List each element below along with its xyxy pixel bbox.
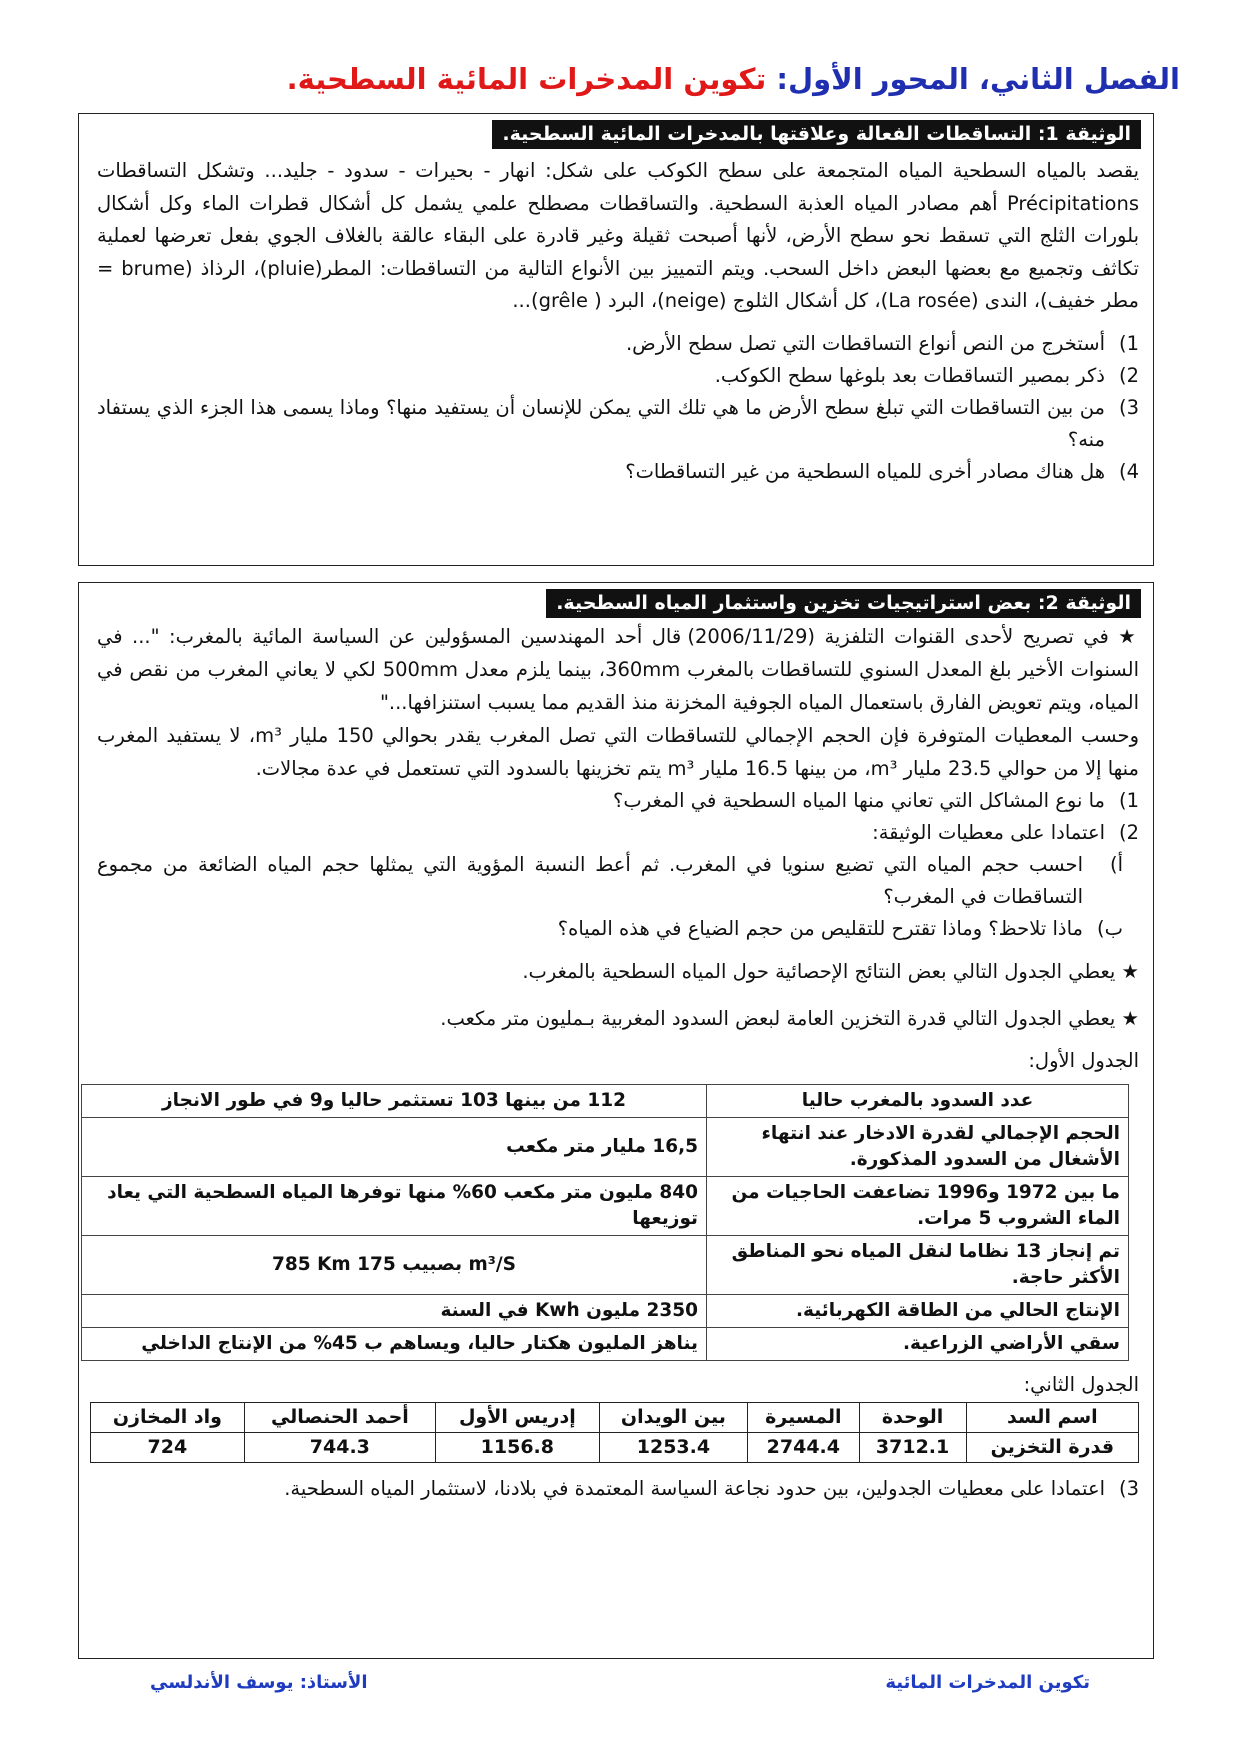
- table-row: [82, 1177, 1129, 1236]
- question-item: 1) ما نوع المشاكل التي تعاني منها المياه السطحية في المغرب؟: [613, 789, 1139, 812]
- table-header-cell: المسيرة: [748, 1403, 859, 1433]
- table-row: [91, 1403, 1139, 1433]
- footer-teacher: الأستاذ: يوسف الأندلسي: [150, 1672, 368, 1693]
- table-row: [82, 1236, 1129, 1295]
- table-cell: 744.3: [244, 1433, 435, 1463]
- document-2-quote: ★ في تصريح لأحدى القنوات التلفزية (2006/11/29) قال أحد المهندسين المسؤولين عن السياسة المائية بالمغرب: "... في السنوات الأخير بلغ المعدل السنوي للتساقطات بالمغرب 360mm، بينما يلزم معدل 500mm لكي لا يعاني المغرب من نقص في المياه، ويتم تعويض الفارق باستعمال المياه الجوفية المخزنة منذ القديم مما يسبب استنزافها...": [97, 625, 1139, 714]
- table-cell: قدرة التخزين: [966, 1433, 1138, 1463]
- table-header-cell: اسم السد: [966, 1403, 1138, 1433]
- document-1: [78, 113, 1154, 566]
- table-cell: سقي الأراضي الزراعية.: [707, 1328, 1129, 1361]
- table-cell: 16,5 مليار متر مكعب: [82, 1118, 707, 1177]
- table-cell: 840 مليون متر مكعب 60% منها توفرها المياه السطحية التي يعاد توزيعها: [82, 1177, 707, 1236]
- table-1-note: ★ يعطي الجدول التالي بعض النتائج الإحصائية حول المياه السطحية بالمغرب.: [522, 960, 1139, 983]
- footer-lesson: تكوين المدخرات المائية: [885, 1672, 1090, 1693]
- table-row: [82, 1118, 1129, 1177]
- question-item: 3) من بين التساقطات التي تبلغ سطح الأرض ما هي تلك التي يمكن للإنسان أن يستفيد منها؟ وماذا يسمى هذا الجزء الذي يستفاد منه؟: [97, 395, 1139, 451]
- question-item: 4) هل هناك مصادر أخرى للمياه السطحية من غير التساقطات؟: [625, 459, 1139, 483]
- question-item: 2) اعتمادا على معطيات الوثيقة:: [872, 821, 1139, 844]
- table-row: [91, 1433, 1139, 1463]
- table-cell: 724: [91, 1433, 245, 1463]
- table-cell: الإنتاج الحالي من الطاقة الكهربائية.: [707, 1295, 1129, 1328]
- dams-capacity-table: [90, 1402, 1139, 1463]
- table-cell: 785 Km بصبيب 175 m³/S: [82, 1236, 707, 1295]
- table-header-cell: بين الويدان: [599, 1403, 747, 1433]
- sub-question-item: أ) احسب حجم المياه التي تضيع سنويا في المغرب. ثم أعط النسبة المؤوية التي يمثلها حجم المياه الضائعة من مجموع التساقطات في المغرب؟: [97, 853, 1123, 908]
- table-header-cell: واد المخازن: [91, 1403, 245, 1433]
- document-1-heading: الوثيقة 1: التساقطات الفعالة وعلاقتها بالمدخرات المائية السطحية.: [492, 120, 1141, 149]
- table-header-cell: الوحدة: [859, 1403, 966, 1433]
- table-cell: 3712.1: [859, 1433, 966, 1463]
- statistics-table: [81, 1084, 1129, 1361]
- table-cell: 1253.4: [599, 1433, 747, 1463]
- table-row: [82, 1085, 1129, 1118]
- table-2-note: ★ يعطي الجدول التالي قدرة التخزين العامة لبعض السدود المغربية بـمليون متر مكعب.: [440, 1007, 1139, 1030]
- question-item: 2) ذكر بمصير التساقطات بعد بلوغها سطح الكوكب.: [714, 363, 1139, 387]
- document-2-heading: الوثيقة 2: بعض استراتيجيات تخزين واستثمار المياه السطحية.: [546, 589, 1141, 618]
- table-cell: تم إنجاز 13 نظاما لنقل المياه نحو المناطق الأكثر حاجة.: [707, 1236, 1129, 1295]
- page-title: [287, 62, 1180, 96]
- table-row: [82, 1328, 1129, 1361]
- table-cell: 2350 مليون Kwh في السنة: [82, 1295, 707, 1328]
- document-2-data-text: وحسب المعطيات المتوفرة فإن الحجم الإجمالي للتساقطات التي تصل المغرب يقدر بحوالي 150 مليار m³، لا يستفيد المغرب منها إلا من حوالي 23.5 مليار m³، من بينها 16.5 مليار m³ يتم تخزينها بالسدود التي تستعمل في عدة مجالات.: [97, 724, 1139, 780]
- sub-question-item: ب) ماذا تلاحظ؟ وماذا تقترح للتقليص من حجم الضياع في هذه المياه؟: [557, 917, 1123, 940]
- document-1-text: يقصد بالمياه السطحية المياه المتجمعة على سطح الكوكب على شكل: انهار - بحيرات - سدود - جليد... وتشكل التساقطات Précipitations أهم مصادر المياه العذبة السطحية. والتساقطات مصطلح علمي يشمل كل أشكال قطرات الماء وكل أشكال بلورات الثلج التي تسقط نحو سطح الأرض، لأنها أصبحت ثقيلة وغير قادرة على البقاء عالقة بالغلاف الجوي بفعل تعرضها لعملية تكاثف وتجميع مع بعضها البعض داخل السحب. ويتم التمييز بين الأنواع التالية من التساقطات: المطر(pluie)، الرذاذ (brume = مطر خفيف)، الندى (La rosée)، كل أشكال الثلوج (neige)، البرد ( grêle)...: [97, 159, 1139, 312]
- title-topic: تكوين المدخرات المائية السطحية.: [286, 62, 777, 96]
- table-header-cell: إدريس الأول: [435, 1403, 599, 1433]
- table-header-cell: أحمد الحنصالي: [244, 1403, 435, 1433]
- table-cell: يناهز المليون هكتار حاليا، ويساهم ب 45% من الإنتاج الداخلي: [82, 1328, 707, 1361]
- table-2-caption: الجدول الثاني:: [1023, 1373, 1139, 1396]
- table-cell: 1156.8: [435, 1433, 599, 1463]
- table-cell: عدد السدود بالمغرب حاليا: [707, 1085, 1129, 1118]
- table-cell: 112 من بينها 103 تستثمر حاليا و9 في طور الانجاز: [82, 1085, 707, 1118]
- table-cell: الحجم الإجمالي لقدرة الادخار عند انتهاء الأشغال من السدود المذكورة.: [707, 1118, 1129, 1177]
- table-cell: 2744.4: [748, 1433, 859, 1463]
- table-cell: ما بين 1972 و1996 تضاعفت الحاجيات من الماء الشروب 5 مرات.: [707, 1177, 1129, 1236]
- question-item: 3) اعتمادا على معطيات الجدولين، بين حدود نجاعة السياسة المعتمدة في بلادنا، لاستثمار المياه السطحية.: [284, 1477, 1139, 1500]
- title-chapter: الفصل الثاني، المحور الأول:: [776, 62, 1180, 96]
- question-item: 1) أستخرج من النص أنواع التساقطات التي تصل سطح الأرض.: [625, 331, 1139, 355]
- table-1-caption: الجدول الأول:: [1028, 1049, 1139, 1072]
- document-2: [78, 582, 1154, 1659]
- table-row: [82, 1295, 1129, 1328]
